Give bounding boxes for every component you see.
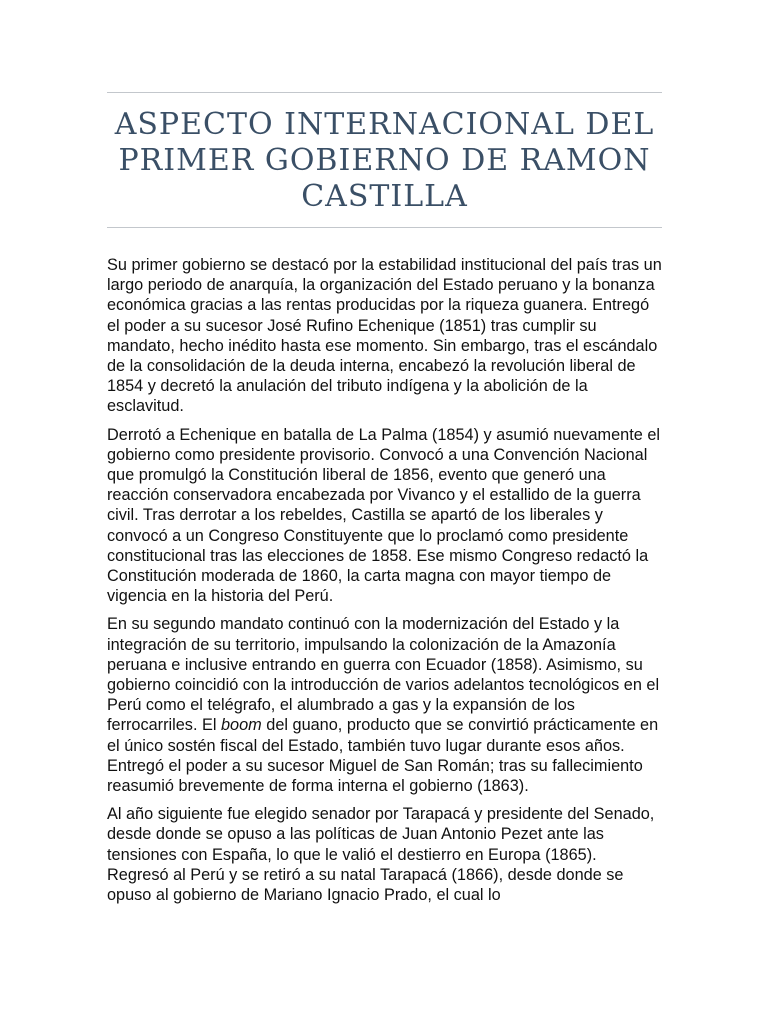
paragraph-text: Al año siguiente fue elegido senador por Tarapacá y presidente del Senado, desde donde se opuso a las políticas de Juan Antonio Pezet ante las tensiones con España, lo que le valió el destierro en Europa (1865). Regresó al Perú y se retiró a su natal Tarapacá (1866), desde donde se opuso al gobierno de Mariano Ignacio Prado, el cual lo xyxy=(107,805,655,905)
title-top-rule xyxy=(107,92,662,93)
body-paragraph xyxy=(107,255,662,417)
document-body xyxy=(107,255,662,905)
paragraph-text: En su segundo mandato continuó con la modernización del Estado y la integración de su territorio, impulsando la colonización de la Amazonía peruana e inclusive entrando en guerra con Ecuador (1858). Asimismo, su gobierno coincidió con la introducción de varios adelantos tecnológicos en el Perú como el telégrafo, el alumbrado a gas y la expansión de los ferrocarriles. El xyxy=(107,615,660,735)
paragraph-text: Derrotó a Echenique en batalla de La Palma (1854) y asumió nuevamente el gobierno como presidente provisorio. Convocó a una Convención Nacional que promulgó la Constitución liberal de 1856, evento que generó una reacción conservadora encabezada por Vivanco y el estallido de la guerra civil. Tras derrotar a los rebeldes, Castilla se apartó de los liberales y convocó a un Congreso Constituyente que lo proclamó como presidente constitucional tras las elecciones de 1858. Ese mismo Congreso redactó la Constitución moderada de 1860, la carta magna con mayor tiempo de vigencia en la historia del Perú. xyxy=(107,425,660,606)
document-title: ASPECTO INTERNACIONAL DEL PRIMER GOBIERNO DE RAMON CASTILLA xyxy=(114,107,655,214)
paragraph-text: Su primer gobierno se destacó por la estabilidad institucional del país tras un largo periodo de anarquía, la organización del Estado peruano y la bonanza económica gracias a las rentas producidas por la riqueza guanera. Entregó el poder a su sucesor José Rufino Echenique (1851) tras cumplir su mandato, hecho inédito hasta ese momento. Sin embargo, tras el escándalo de la consolidación de la deuda interna, encabezó la revolución liberal de 1854 y decretó la anulación del tributo indígena y la abolición de la esclavitud. xyxy=(107,256,662,416)
paragraph-text: del guano, producto que se convirtió prácticamente en el único sostén fiscal del Estado, también tuvo lugar durante esos años. Entregó el poder a su sucesor Miguel de San Román; tras su fallecimiento reasumió brevemente de forma interna el gobierno (1863). xyxy=(107,716,659,796)
title-bottom-rule xyxy=(107,227,662,228)
body-paragraph xyxy=(107,804,662,905)
italic-term: boom xyxy=(221,716,262,735)
document-page xyxy=(107,92,662,913)
body-paragraph xyxy=(107,425,662,607)
body-paragraph xyxy=(107,614,662,796)
